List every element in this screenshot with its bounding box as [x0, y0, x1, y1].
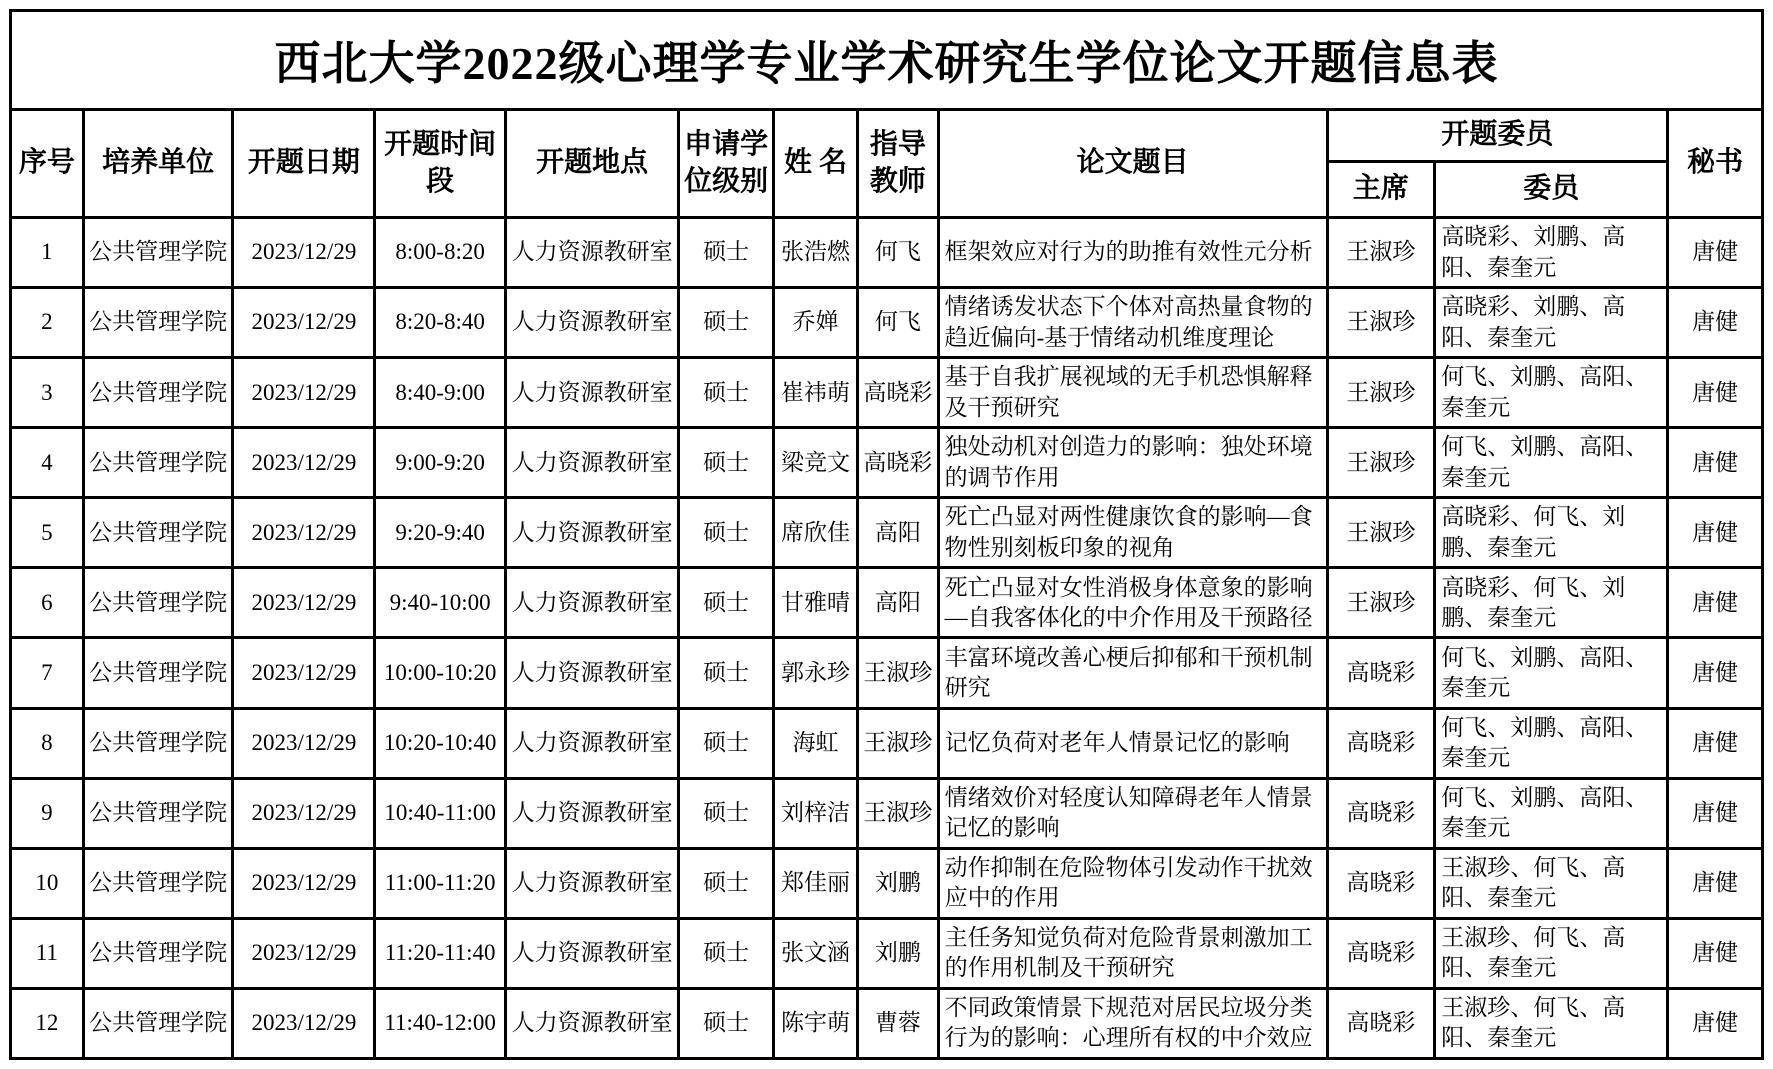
- cell-date: 2023/12/29: [233, 218, 375, 288]
- cell-chair: 王淑珍: [1327, 428, 1435, 498]
- cell-thesis-title: 独处动机对创造力的影响：独处环境的调节作用: [938, 428, 1327, 498]
- cell-advisor: 高阳: [858, 568, 939, 638]
- cell-advisor: 高阳: [858, 498, 939, 568]
- cell-secretary: 唐健: [1668, 568, 1763, 638]
- cell-thesis-title: 情绪效价对轻度认知障碍老年人情景记忆的影响: [938, 778, 1327, 848]
- cell-date: 2023/12/29: [233, 848, 375, 918]
- cell-student-name: 海虹: [773, 708, 857, 778]
- cell-location: 人力资源教研室: [505, 498, 678, 568]
- col-header-advisor: 指导教师: [858, 110, 939, 218]
- cell-time-slot: 11:00-11:20: [375, 848, 506, 918]
- cell-student-name: 席欣佳: [773, 498, 857, 568]
- cell-degree-level: 硕士: [679, 708, 774, 778]
- cell-time-slot: 10:40-11:00: [375, 778, 506, 848]
- cell-serial: 11: [11, 918, 84, 988]
- cell-unit: 公共管理学院: [83, 358, 233, 428]
- cell-time-slot: 10:20-10:40: [375, 708, 506, 778]
- cell-degree-level: 硕士: [679, 638, 774, 708]
- col-header-location: 开题地点: [505, 110, 678, 218]
- cell-chair: 王淑珍: [1327, 358, 1435, 428]
- cell-advisor: 王淑珍: [858, 778, 939, 848]
- cell-members: 王淑珍、何飞、高阳、秦奎元: [1435, 918, 1668, 988]
- table-row: [11, 918, 1763, 988]
- cell-secretary: 唐健: [1668, 848, 1763, 918]
- cell-chair: 高晓彩: [1327, 638, 1435, 708]
- col-header-members: 委员: [1435, 162, 1668, 218]
- cell-date: 2023/12/29: [233, 288, 375, 358]
- table-row: [11, 638, 1763, 708]
- col-header-unit: 培养单位: [83, 110, 233, 218]
- cell-thesis-title: 死亡凸显对女性消极身体意象的影响—自我客体化的中介作用及干预路径: [938, 568, 1327, 638]
- table-row: [11, 848, 1763, 918]
- page-title: 西北大学2022级心理学专业学术研究生学位论文开题信息表: [11, 11, 1763, 110]
- header-row-1: [11, 110, 1763, 162]
- cell-degree-level: 硕士: [679, 428, 774, 498]
- cell-student-name: 乔婵: [773, 288, 857, 358]
- table-row: [11, 778, 1763, 848]
- cell-date: 2023/12/29: [233, 638, 375, 708]
- cell-unit: 公共管理学院: [83, 708, 233, 778]
- cell-degree-level: 硕士: [679, 288, 774, 358]
- col-header-serial: 序号: [11, 110, 84, 218]
- cell-time-slot: 9:00-9:20: [375, 428, 506, 498]
- cell-date: 2023/12/29: [233, 358, 375, 428]
- cell-members: 王淑珍、何飞、高阳、秦奎元: [1435, 988, 1668, 1058]
- cell-student-name: 陈宇萌: [773, 988, 857, 1058]
- cell-advisor: 高晓彩: [858, 358, 939, 428]
- cell-advisor: 刘鹏: [858, 848, 939, 918]
- cell-advisor: 王淑珍: [858, 638, 939, 708]
- cell-secretary: 唐健: [1668, 638, 1763, 708]
- table-row: [11, 428, 1763, 498]
- cell-time-slot: 9:20-9:40: [375, 498, 506, 568]
- cell-unit: 公共管理学院: [83, 428, 233, 498]
- cell-date: 2023/12/29: [233, 428, 375, 498]
- cell-location: 人力资源教研室: [505, 358, 678, 428]
- cell-location: 人力资源教研室: [505, 428, 678, 498]
- cell-thesis-title: 丰富环境改善心梗后抑郁和干预机制研究: [938, 638, 1327, 708]
- cell-time-slot: 11:20-11:40: [375, 918, 506, 988]
- cell-unit: 公共管理学院: [83, 218, 233, 288]
- cell-serial: 10: [11, 848, 84, 918]
- cell-unit: 公共管理学院: [83, 288, 233, 358]
- cell-members: 何飞、刘鹏、高阳、秦奎元: [1435, 708, 1668, 778]
- col-header-degree-level: 申请学位级别: [679, 110, 774, 218]
- cell-serial: 12: [11, 988, 84, 1058]
- cell-secretary: 唐健: [1668, 778, 1763, 848]
- cell-chair: 高晓彩: [1327, 848, 1435, 918]
- cell-members: 高晓彩、刘鹏、高阳、秦奎元: [1435, 288, 1668, 358]
- cell-time-slot: 10:00-10:20: [375, 638, 506, 708]
- cell-thesis-title: 框架效应对行为的助推有效性元分析: [938, 218, 1327, 288]
- cell-degree-level: 硕士: [679, 918, 774, 988]
- cell-time-slot: 8:20-8:40: [375, 288, 506, 358]
- cell-time-slot: 11:40-12:00: [375, 988, 506, 1058]
- cell-chair: 高晓彩: [1327, 988, 1435, 1058]
- cell-thesis-title: 情绪诱发状态下个体对高热量食物的趋近偏向-基于情绪动机维度理论: [938, 288, 1327, 358]
- cell-unit: 公共管理学院: [83, 498, 233, 568]
- table-row: [11, 988, 1763, 1058]
- cell-secretary: 唐健: [1668, 918, 1763, 988]
- cell-chair: 王淑珍: [1327, 498, 1435, 568]
- cell-secretary: 唐健: [1668, 988, 1763, 1058]
- cell-members: 何飞、刘鹏、高阳、秦奎元: [1435, 778, 1668, 848]
- cell-members: 高晓彩、刘鹏、高阳、秦奎元: [1435, 218, 1668, 288]
- cell-location: 人力资源教研室: [505, 778, 678, 848]
- cell-thesis-title: 动作抑制在危险物体引发动作干扰效应中的作用: [938, 848, 1327, 918]
- cell-serial: 7: [11, 638, 84, 708]
- table-row: [11, 498, 1763, 568]
- cell-thesis-title: 基于自我扩展视域的无手机恐惧解释及干预研究: [938, 358, 1327, 428]
- cell-location: 人力资源教研室: [505, 708, 678, 778]
- cell-members: 何飞、刘鹏、高阳、秦奎元: [1435, 358, 1668, 428]
- cell-unit: 公共管理学院: [83, 778, 233, 848]
- cell-chair: 高晓彩: [1327, 918, 1435, 988]
- cell-location: 人力资源教研室: [505, 218, 678, 288]
- cell-serial: 9: [11, 778, 84, 848]
- col-header-name: 姓 名: [773, 110, 857, 218]
- cell-advisor: 曹蓉: [858, 988, 939, 1058]
- cell-serial: 2: [11, 288, 84, 358]
- title-row: [11, 11, 1763, 110]
- cell-secretary: 唐健: [1668, 498, 1763, 568]
- cell-chair: 王淑珍: [1327, 218, 1435, 288]
- cell-degree-level: 硕士: [679, 848, 774, 918]
- col-header-chair: 主席: [1327, 162, 1435, 218]
- cell-degree-level: 硕士: [679, 218, 774, 288]
- cell-degree-level: 硕士: [679, 988, 774, 1058]
- cell-thesis-title: 死亡凸显对两性健康饮食的影响—食物性别刻板印象的视角: [938, 498, 1327, 568]
- col-header-time-slot: 开题时间段: [375, 110, 506, 218]
- cell-time-slot: 8:40-9:00: [375, 358, 506, 428]
- cell-serial: 4: [11, 428, 84, 498]
- cell-time-slot: 9:40-10:00: [375, 568, 506, 638]
- cell-advisor: 何飞: [858, 288, 939, 358]
- col-header-thesis-title: 论文题目: [938, 110, 1327, 218]
- cell-location: 人力资源教研室: [505, 988, 678, 1058]
- table-body: [11, 218, 1763, 1059]
- cell-date: 2023/12/29: [233, 918, 375, 988]
- cell-degree-level: 硕士: [679, 358, 774, 428]
- cell-serial: 3: [11, 358, 84, 428]
- cell-unit: 公共管理学院: [83, 988, 233, 1058]
- cell-advisor: 刘鹏: [858, 918, 939, 988]
- cell-date: 2023/12/29: [233, 568, 375, 638]
- cell-chair: 王淑珍: [1327, 568, 1435, 638]
- col-header-date: 开题日期: [233, 110, 375, 218]
- cell-serial: 5: [11, 498, 84, 568]
- cell-secretary: 唐健: [1668, 708, 1763, 778]
- table-row: [11, 568, 1763, 638]
- cell-degree-level: 硕士: [679, 568, 774, 638]
- cell-unit: 公共管理学院: [83, 638, 233, 708]
- cell-student-name: 梁竞文: [773, 428, 857, 498]
- cell-location: 人力资源教研室: [505, 288, 678, 358]
- cell-student-name: 张文涵: [773, 918, 857, 988]
- cell-unit: 公共管理学院: [83, 848, 233, 918]
- cell-secretary: 唐健: [1668, 288, 1763, 358]
- cell-thesis-title: 主任务知觉负荷对危险背景刺激加工的作用机制及干预研究: [938, 918, 1327, 988]
- cell-chair: 高晓彩: [1327, 708, 1435, 778]
- cell-student-name: 甘雅晴: [773, 568, 857, 638]
- cell-secretary: 唐健: [1668, 358, 1763, 428]
- table-row: [11, 358, 1763, 428]
- cell-date: 2023/12/29: [233, 708, 375, 778]
- cell-advisor: 高晓彩: [858, 428, 939, 498]
- cell-student-name: 张浩燃: [773, 218, 857, 288]
- cell-members: 高晓彩、何飞、刘鹏、秦奎元: [1435, 568, 1668, 638]
- cell-date: 2023/12/29: [233, 988, 375, 1058]
- cell-members: 何飞、刘鹏、高阳、秦奎元: [1435, 638, 1668, 708]
- cell-location: 人力资源教研室: [505, 918, 678, 988]
- cell-chair: 高晓彩: [1327, 778, 1435, 848]
- col-header-secretary: 秘书: [1668, 110, 1763, 218]
- cell-student-name: 郑佳丽: [773, 848, 857, 918]
- cell-members: 高晓彩、何飞、刘鹏、秦奎元: [1435, 498, 1668, 568]
- cell-location: 人力资源教研室: [505, 848, 678, 918]
- cell-degree-level: 硕士: [679, 778, 774, 848]
- cell-student-name: 刘梓洁: [773, 778, 857, 848]
- cell-members: 何飞、刘鹏、高阳、秦奎元: [1435, 428, 1668, 498]
- cell-student-name: 郭永珍: [773, 638, 857, 708]
- table-row: [11, 708, 1763, 778]
- cell-thesis-title: 记忆负荷对老年人情景记忆的影响: [938, 708, 1327, 778]
- cell-secretary: 唐健: [1668, 428, 1763, 498]
- thesis-proposal-table: [9, 9, 1764, 1060]
- col-header-committee: 开题委员: [1327, 110, 1668, 162]
- cell-chair: 王淑珍: [1327, 288, 1435, 358]
- cell-time-slot: 8:00-8:20: [375, 218, 506, 288]
- cell-advisor: 王淑珍: [858, 708, 939, 778]
- cell-student-name: 崔祎萌: [773, 358, 857, 428]
- cell-location: 人力资源教研室: [505, 638, 678, 708]
- table-row: [11, 288, 1763, 358]
- cell-advisor: 何飞: [858, 218, 939, 288]
- table-row: [11, 218, 1763, 288]
- cell-serial: 6: [11, 568, 84, 638]
- cell-location: 人力资源教研室: [505, 568, 678, 638]
- cell-unit: 公共管理学院: [83, 918, 233, 988]
- cell-members: 王淑珍、何飞、高阳、秦奎元: [1435, 848, 1668, 918]
- cell-date: 2023/12/29: [233, 778, 375, 848]
- cell-degree-level: 硕士: [679, 498, 774, 568]
- cell-thesis-title: 不同政策情景下规范对居民垃圾分类行为的影响：心理所有权的中介效应: [938, 988, 1327, 1058]
- cell-serial: 8: [11, 708, 84, 778]
- cell-date: 2023/12/29: [233, 498, 375, 568]
- cell-unit: 公共管理学院: [83, 568, 233, 638]
- cell-serial: 1: [11, 218, 84, 288]
- cell-secretary: 唐健: [1668, 218, 1763, 288]
